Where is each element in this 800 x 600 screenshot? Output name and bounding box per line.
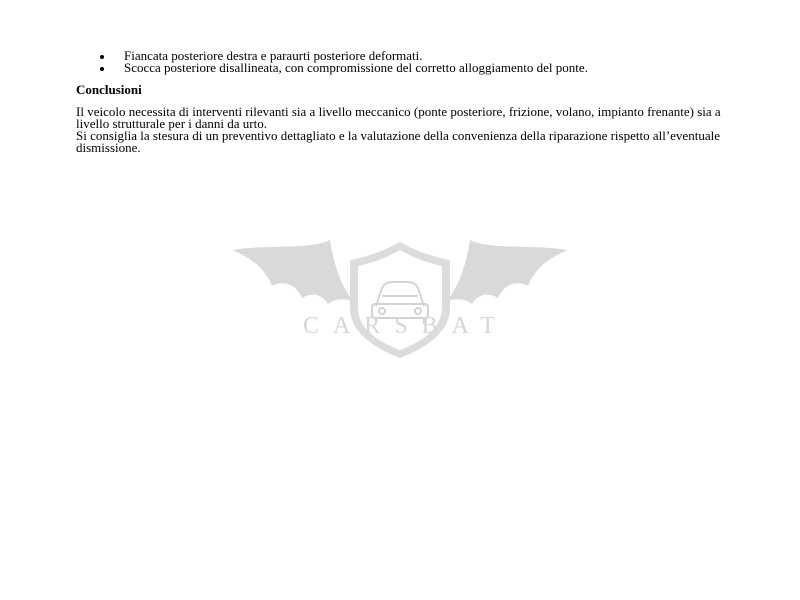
bullet-icon xyxy=(100,67,104,71)
list-item-text: Scocca posteriore disallineata, con compromissione del corretto alloggiamento del ponte. xyxy=(124,60,588,75)
damage-list xyxy=(76,50,726,74)
list-item xyxy=(76,62,726,74)
watermark-logo xyxy=(230,236,570,366)
bullet-icon xyxy=(100,55,104,59)
conclusion-paragraph-1: Il veicolo necessita di interventi rilevanti sia a livello meccanico (ponte posteriore, frizione, volano, impianto frenante) sia a livello strutturale per i danni da urto. xyxy=(76,104,721,131)
bat-shield-car-logo-icon xyxy=(230,236,570,366)
conclusion-paragraph-2: Si consiglia la stesura di un preventivo dettagliato e la valutazione della convenienza della riparazione rispetto all’eventuale dismissione. xyxy=(76,128,720,155)
document-body xyxy=(76,50,726,154)
list-item-text: Fiancata posteriore destra e paraurti posteriore deformati. xyxy=(124,48,423,63)
watermark-text: CARSBAT xyxy=(302,313,510,339)
conclusions-heading: Conclusioni xyxy=(76,82,142,97)
